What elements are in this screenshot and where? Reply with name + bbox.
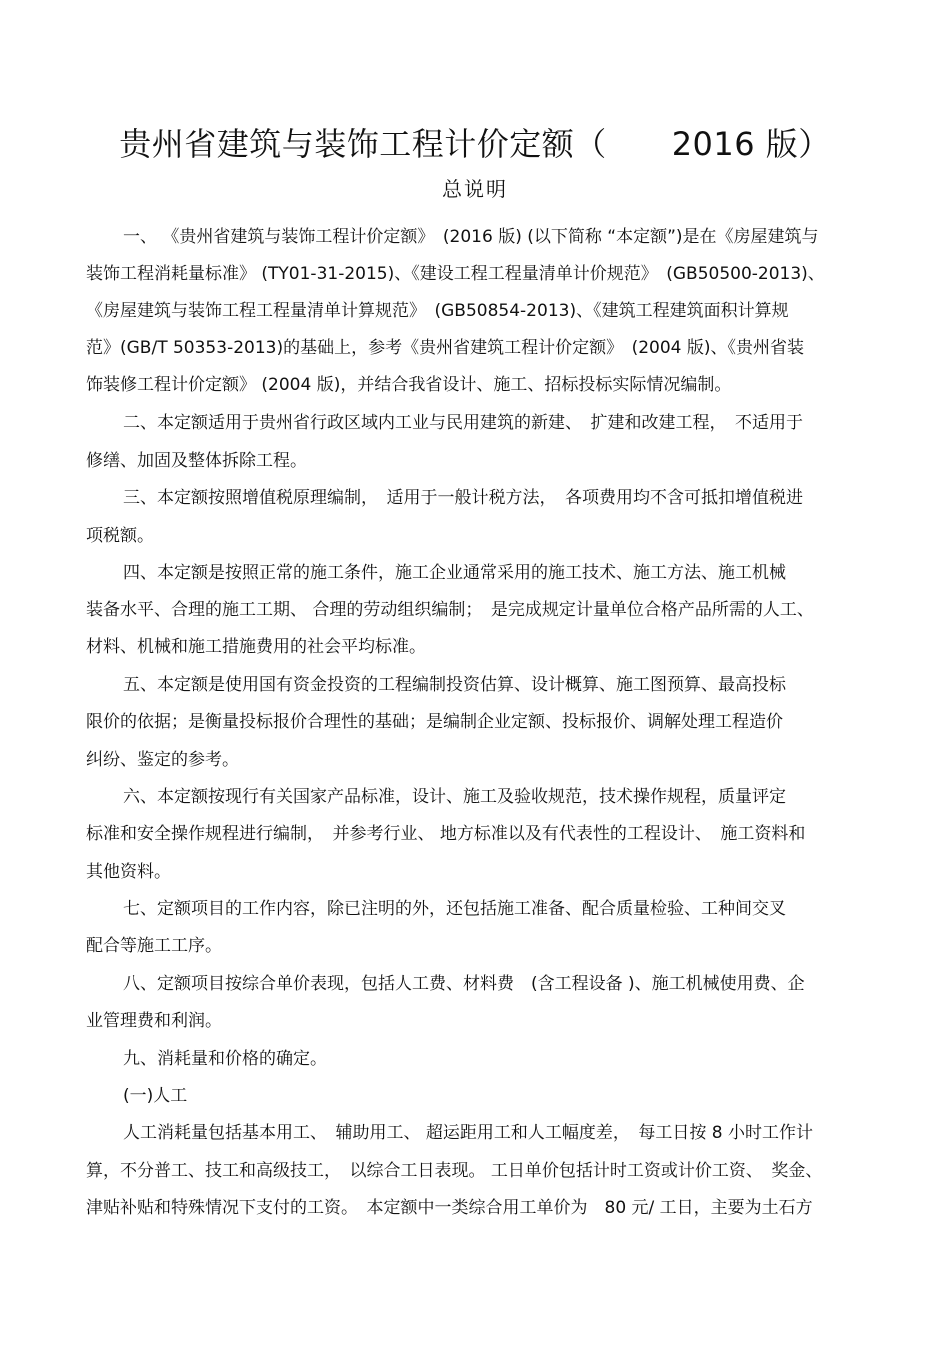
paragraph-line: 津贴补贴和特殊情况下支付的工资。 本定额中一类综合用工单价为 80 元/ 工日，主要为土石方 <box>86 1198 813 1218</box>
paragraph-line: 二、本定额适用于贵州省行政区域内工业与民用建筑的新建、 扩建和改建工程， 不适用于 <box>123 413 803 433</box>
paragraph-line: 算，不分普工、技工和高级技工， 以综合工日表现。 工日单价包括计时工资或计价工资、 奖金、 <box>86 1161 823 1181</box>
paragraph-line: 限价的依据；是衡量投标报价合理性的基础；是编制企业定额、投标报价、调解处理工程造价 <box>86 712 783 732</box>
paragraph-line: 项税额。 <box>86 526 154 546</box>
paragraph-line: 八、定额项目按综合单价表现，包括人工费、材料费 (含工程设备 )、施工机械使用费、企 <box>123 974 805 994</box>
paragraph-line: 一、 《贵州省建筑与装饰工程计价定额》 (2016 版) (以下简称 “本定额”)是在《房屋建筑与 <box>123 227 819 247</box>
paragraph-line: (一)人工 <box>123 1086 188 1106</box>
paragraph-line: 三、本定额按照增值税原理编制， 适用于一般计税方法， 各项费用均不含可抵扣增值税进 <box>123 488 803 508</box>
paragraph-line: 装备水平、合理的施工工期、 合理的劳动组织编制； 是完成规定计量单位合格产品所需的人工、 <box>86 600 814 620</box>
paragraph-line: 装饰工程消耗量标准》 (TY01-31-2015)、《建设工程工程量清单计价规范》 (GB50500-2013)、 <box>86 264 825 284</box>
paragraph-line: 标准和安全操作规程进行编制， 并参考行业、 地方标准以及有代表性的工程设计、 施工资料和 <box>86 824 806 844</box>
paragraph-line: 纠纷、鉴定的参考。 <box>86 750 239 770</box>
paragraph-line: 其他资料。 <box>86 862 171 882</box>
paragraph-line: 九、消耗量和价格的确定。 <box>123 1049 327 1069</box>
paragraph-line: 配合等施工工序。 <box>86 936 222 956</box>
paragraph-line: 六、本定额按现行有关国家产品标准，设计、施工及验收规范，技术操作规程，质量评定 <box>123 787 786 807</box>
paragraph-line: 七、定额项目的工作内容，除已注明的外，还包括施工准备、配合质量检验、工种间交叉 <box>123 899 786 919</box>
paragraph-line: 饰装修工程计价定额》 (2004 版)，并结合我省设计、施工、招标投标实际情况编制。 <box>86 375 732 395</box>
paragraph-line: 五、本定额是使用国有资金投资的工程编制投资估算、设计概算、施工图预算、最高投标 <box>123 675 786 695</box>
paragraph-line: 业管理费和利润。 <box>86 1011 222 1031</box>
paragraph-line: 范》(GB/T 50353-2013)的基础上，参考《贵州省建筑工程计价定额》 (2004 版)、《贵州省装 <box>86 338 805 358</box>
paragraph-line: 人工消耗量包括基本用工、 辅助用工、 超运距用工和人工幅度差， 每工日按 8 小时工作计 <box>123 1123 814 1143</box>
document-subtitle: 总说明 <box>442 177 508 201</box>
paragraph-line: 材料、机械和施工措施费用的社会平均标准。 <box>86 637 426 657</box>
paragraph-line: 《房屋建筑与装饰工程工程量清单计算规范》 (GB50854-2013)、《建筑工程建筑面积计算规 <box>86 301 789 321</box>
paragraph-line: 修缮、加固及整体拆除工程。 <box>86 451 307 471</box>
paragraph-line: 四、本定额是按照正常的施工条件，施工企业通常采用的施工技术、施工方法、施工机械 <box>123 563 786 583</box>
document-title: 贵州省建筑与装饰工程计价定额（ 2016 版） <box>119 125 831 163</box>
